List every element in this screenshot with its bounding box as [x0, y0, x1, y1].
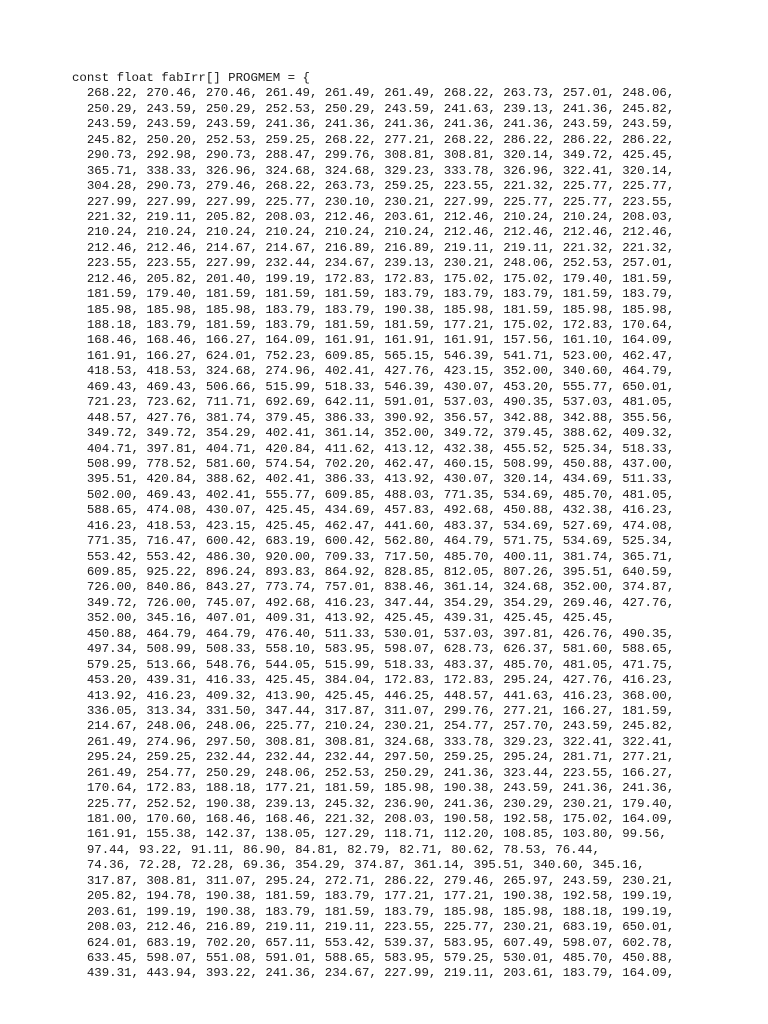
array-values-line: 502.00, 469.43, 402.41, 555.77, 609.85, 488.03, 771.35, 534.69, 485.70, 481.05,	[72, 487, 675, 502]
array-values-line: 469.43, 469.43, 506.66, 515.99, 518.33, 546.39, 430.07, 453.20, 555.77, 650.01,	[72, 379, 675, 394]
array-values-line: 250.29, 243.59, 250.29, 252.53, 250.29, 243.59, 241.63, 239.13, 241.36, 245.82,	[72, 101, 675, 116]
array-declaration-line: const float fabIrr[] PROGMEM = {	[72, 71, 310, 85]
array-values-line: 210.24, 210.24, 210.24, 210.24, 210.24, 210.24, 212.46, 212.46, 212.46, 212.46,	[72, 225, 675, 240]
array-values-line: 448.57, 427.76, 381.74, 379.45, 386.33, 390.92, 356.57, 342.88, 342.88, 355.56,	[72, 410, 675, 425]
array-values-line: 588.65, 474.08, 430.07, 425.45, 434.69, 457.83, 492.68, 450.88, 432.38, 416.23,	[72, 503, 675, 518]
array-values-line: 161.91, 155.38, 142.37, 138.05, 127.29, 118.71, 112.20, 108.85, 103.80, 99.56,	[72, 827, 667, 842]
array-values-line: 726.00, 840.86, 843.27, 773.74, 757.01, 838.46, 361.14, 324.68, 352.00, 374.87,	[72, 580, 675, 595]
array-values-line: 245.82, 250.20, 252.53, 259.25, 268.22, 277.21, 268.22, 286.22, 286.22, 286.22,	[72, 132, 675, 147]
array-values-line: 161.91, 166.27, 624.01, 752.23, 609.85, 565.15, 546.39, 541.71, 523.00, 462.47,	[72, 348, 675, 363]
array-values-line: 497.34, 508.99, 508.33, 558.10, 583.95, 598.07, 628.73, 626.37, 581.60, 588.65,	[72, 642, 675, 657]
array-values-line: 450.88, 464.79, 464.79, 476.40, 511.33, 530.01, 537.03, 397.81, 426.76, 490.35,	[72, 626, 675, 641]
array-values-line: 336.05, 313.34, 331.50, 347.44, 317.87, 311.07, 299.76, 277.21, 166.27, 181.59,	[72, 703, 675, 718]
array-values-line: 223.55, 223.55, 227.99, 232.44, 234.67, 239.13, 230.21, 248.06, 252.53, 257.01,	[72, 256, 675, 271]
array-values-line: 214.67, 248.06, 248.06, 225.77, 210.24, 230.21, 254.77, 257.70, 243.59, 245.82,	[72, 719, 675, 734]
array-values-line: 304.28, 290.73, 279.46, 268.22, 263.73, 259.25, 223.55, 221.32, 225.77, 225.77,	[72, 179, 675, 194]
array-values-line: 395.51, 420.84, 388.62, 402.41, 386.33, 413.92, 430.07, 320.14, 434.69, 511.33,	[72, 472, 675, 487]
array-values-line: 74.36, 72.28, 72.28, 69.36, 354.29, 374.87, 361.14, 395.51, 340.60, 345.16,	[72, 858, 645, 873]
array-values-line: 212.46, 205.82, 201.40, 199.19, 172.83, 172.83, 175.02, 175.02, 179.40, 181.59,	[72, 271, 675, 286]
array-values-line: 416.23, 418.53, 423.15, 425.45, 462.47, 441.60, 483.37, 534.69, 527.69, 474.08,	[72, 518, 675, 533]
array-values-line: 365.71, 338.33, 326.96, 324.68, 324.68, 329.23, 333.78, 326.96, 322.41, 320.14,	[72, 163, 675, 178]
array-values-line: 413.92, 416.23, 409.32, 413.90, 425.45, 446.25, 448.57, 441.63, 416.23, 368.00,	[72, 688, 675, 703]
array-values-line: 453.20, 439.31, 416.33, 425.45, 384.04, 172.83, 172.83, 295.24, 427.76, 416.23,	[72, 673, 675, 688]
array-values-line: 188.18, 183.79, 181.59, 183.79, 181.59, 181.59, 177.21, 175.02, 172.83, 170.64,	[72, 318, 675, 332]
array-values-line: 225.77, 252.52, 190.38, 239.13, 245.32, 236.90, 241.36, 230.29, 230.21, 179.40,	[72, 796, 675, 811]
array-values-line: 418.53, 418.53, 324.68, 274.96, 402.41, 427.76, 423.15, 352.00, 340.60, 464.79,	[72, 364, 675, 379]
array-values-line: 290.73, 292.98, 290.73, 288.47, 299.76, 308.81, 308.81, 320.14, 349.72, 425.45,	[72, 148, 675, 163]
array-values-line: 261.49, 254.77, 250.29, 248.06, 252.53, 250.29, 241.36, 323.44, 223.55, 166.27,	[72, 765, 675, 780]
array-values-line: 268.22, 270.46, 270.46, 261.49, 261.49, 261.49, 268.22, 263.73, 257.01, 248.06,	[72, 86, 675, 101]
array-values-line: 352.00, 345.16, 407.01, 409.31, 413.92, 425.45, 439.31, 425.45, 425.45,	[72, 611, 615, 626]
array-values-line: 317.87, 308.81, 311.07, 295.24, 272.71, 286.22, 279.46, 265.97, 243.59, 230.21,	[72, 873, 675, 888]
array-values-line: 181.59, 179.40, 181.59, 181.59, 181.59, 183.79, 183.79, 183.79, 181.59, 183.79,	[72, 287, 675, 302]
array-values-line: 771.35, 716.47, 600.42, 683.19, 600.42, 562.80, 464.79, 571.75, 534.69, 525.34,	[72, 534, 675, 549]
array-values-line: 168.46, 168.46, 166.27, 164.09, 161.91, 161.91, 161.91, 157.56, 161.10, 164.09,	[72, 333, 675, 348]
array-values-line: 553.42, 553.42, 486.30, 920.00, 709.33, 717.50, 485.70, 400.11, 381.74, 365.71,	[72, 549, 675, 564]
array-values-line: 633.45, 598.07, 551.08, 591.01, 588.65, 583.95, 579.25, 530.01, 485.70, 450.88,	[72, 950, 675, 965]
array-values-line: 212.46, 212.46, 214.67, 214.67, 216.89, 216.89, 219.11, 219.11, 221.32, 221.32,	[72, 240, 675, 255]
array-values-line: 261.49, 274.96, 297.50, 308.81, 308.81, 324.68, 333.78, 329.23, 322.41, 322.41,	[72, 734, 675, 749]
array-values-line: 579.25, 513.66, 548.76, 544.05, 515.99, 518.33, 483.37, 485.70, 481.05, 471.75,	[72, 657, 675, 672]
array-values-line: 185.98, 185.98, 185.98, 183.79, 183.79, 190.38, 185.98, 181.59, 185.98, 185.98,	[72, 302, 675, 317]
array-values-line: 227.99, 227.99, 227.99, 225.77, 230.10, 230.21, 227.99, 225.77, 225.77, 223.55,	[72, 194, 675, 209]
array-values-line: 609.85, 925.22, 896.24, 893.83, 864.92, 828.85, 812.05, 807.26, 395.51, 640.59,	[72, 565, 675, 579]
array-values-line: 221.32, 219.11, 205.82, 208.03, 212.46, 203.61, 212.46, 210.24, 210.24, 208.03,	[72, 209, 675, 224]
array-values-line: 203.61, 199.19, 190.38, 183.79, 181.59, 183.79, 185.98, 185.98, 188.18, 199.19,	[72, 904, 675, 919]
array-values-line: 208.03, 212.46, 216.89, 219.11, 219.11, 223.55, 225.77, 230.21, 683.19, 650.01,	[72, 920, 675, 935]
array-values-line: 439.31, 443.94, 393.22, 241.36, 234.67, 227.99, 219.11, 203.61, 183.79, 164.09,	[72, 966, 675, 981]
array-values-line: 349.72, 349.72, 354.29, 402.41, 361.14, 352.00, 349.72, 379.45, 388.62, 409.32,	[72, 426, 675, 441]
code-listing	[72, 71, 674, 982]
array-values-line: 295.24, 259.25, 232.44, 232.44, 232.44, 297.50, 259.25, 295.24, 281.71, 277.21,	[72, 750, 675, 765]
array-values-line: 349.72, 726.00, 745.07, 492.68, 416.23, 347.44, 354.29, 354.29, 269.46, 427.76,	[72, 595, 675, 610]
array-values-line: 624.01, 683.19, 702.20, 657.11, 553.42, 539.37, 583.95, 607.49, 598.07, 602.78,	[72, 935, 675, 950]
array-values-line: 170.64, 172.83, 188.18, 177.21, 181.59, 185.98, 190.38, 243.59, 241.36, 241.36,	[72, 781, 675, 796]
array-values-line: 404.71, 397.81, 404.71, 420.84, 411.62, 413.12, 432.38, 455.52, 525.34, 518.33,	[72, 441, 675, 456]
array-values-line: 243.59, 243.59, 243.59, 241.36, 241.36, 241.36, 241.36, 241.36, 243.59, 243.59,	[72, 117, 675, 132]
array-values-line: 181.00, 170.60, 168.46, 168.46, 221.32, 208.03, 190.58, 192.58, 175.02, 164.09,	[72, 812, 675, 826]
array-values-line: 508.99, 778.52, 581.60, 574.54, 702.20, 462.47, 460.15, 508.99, 450.88, 437.00,	[72, 456, 675, 471]
array-values-line: 721.23, 723.62, 711.71, 692.69, 642.11, 591.01, 537.03, 490.35, 537.03, 481.05,	[72, 395, 675, 410]
array-values-line: 97.44, 93.22, 91.11, 86.90, 84.81, 82.79, 82.71, 80.62, 78.53, 76.44,	[72, 842, 600, 857]
array-values-line: 205.82, 194.78, 190.38, 181.59, 183.79, 177.21, 177.21, 190.38, 192.58, 199.19,	[72, 889, 675, 904]
